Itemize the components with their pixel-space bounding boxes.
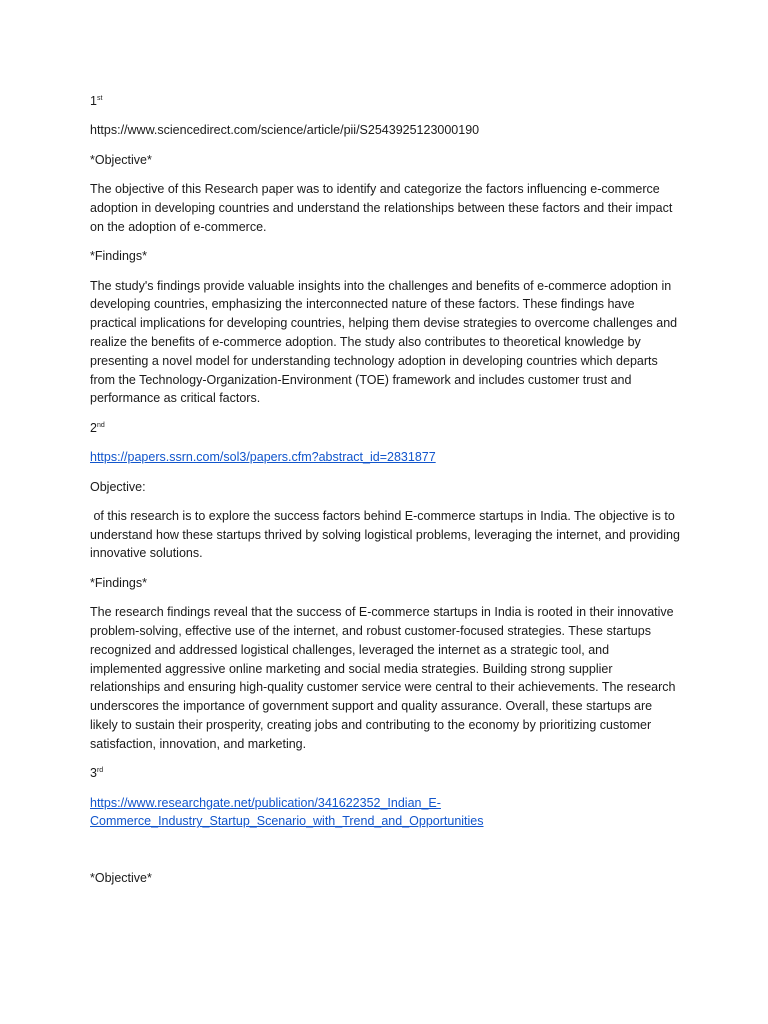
paper-1-objective-text: The objective of this Research paper was to identify and categorize the factors influencing e-commerce adoption in developing countries and understand the relationships between these factors and their impact on the adoption of e-commerce.: [90, 182, 673, 234]
paper-1-url: https://www.sciencedirect.com/science/article/pii/S2543925123000190: [90, 123, 480, 138]
paper-2-suffix: nd: [96, 421, 105, 429]
paper-2-objective-heading: Objective:: [90, 479, 146, 494]
paper-2-number: [90, 419, 682, 438]
paper-2-url-paragraph: [90, 448, 682, 467]
paper-2-objective-text: of this research is to explore the success factors behind E-commerce startups in India. The objective is to understand how these startups thrived by solving logistical problems, leveraging the internet, and providing innovative solutions.: [90, 508, 684, 561]
paper-3-url-link-line1[interactable]: https://www.researchgate.net/publication/341622352_Indian_E-: [90, 795, 441, 810]
paper-3-objective-heading: *Objective*: [90, 871, 152, 886]
paper-2-num: 2: [90, 420, 97, 435]
paper-2-findings-text: The research findings reveal that the success of E-commerce startups in India is rooted in their innovative problem-solving, effective use of the internet, and robust customer-focused strategies. These startups recognized and addressed logistical challenges, leveraged the internet as a strategic tool, and implemented aggressive online marketing and social media strategies. Building strong supplier relationships and ensuring high-quality customer service were central to their achievements. The research underscores the importance of government support and quality assurance. Overall, these startups are likely to sustain their prosperity, creating jobs and contributing to the economy by prioritizing customer satisfaction, innovation, and marketing.: [90, 605, 676, 751]
paper-3-suffix: rd: [96, 767, 104, 775]
paper-1-objective-heading: *Objective*: [90, 152, 152, 167]
paper-1-number: [90, 92, 682, 111]
paper-1-findings-text: The study's findings provide valuable insights into the challenges and benefits of e-commerce adoption in developing countries, emphasizing the interconnected nature of these factors. These findings have practical implications for developing countries, helping them devise strategies to overcome challenges and realize the benefits of e-commerce adoption. The study also contributes to theoretical knowledge by presenting a novel model for understanding technology adoption in developing countries which departs from the Technology-Organization-Environment (TOE) framework and includes customer trust and performance as critical factors.: [90, 278, 678, 406]
document-page: [90, 92, 682, 899]
paper-3-url-link-line2[interactable]: Commerce_Industry_Startup_Scenario_with_Trend_and_Opportunities: [90, 814, 484, 829]
paper-3-url-paragraph: [90, 794, 682, 832]
paper-2-url-link[interactable]: https://papers.ssrn.com/sol3/papers.cfm?abstract_id=2831877: [90, 450, 436, 465]
paper-2-findings-heading: *Findings*: [90, 575, 147, 590]
paper-1-suffix: st: [96, 95, 103, 102]
paper-1-findings-heading: *Findings*: [90, 249, 147, 264]
paper-3-num: 3: [90, 766, 97, 781]
paper-1-num: 1: [90, 94, 97, 108]
paper-3-number: [90, 764, 682, 783]
